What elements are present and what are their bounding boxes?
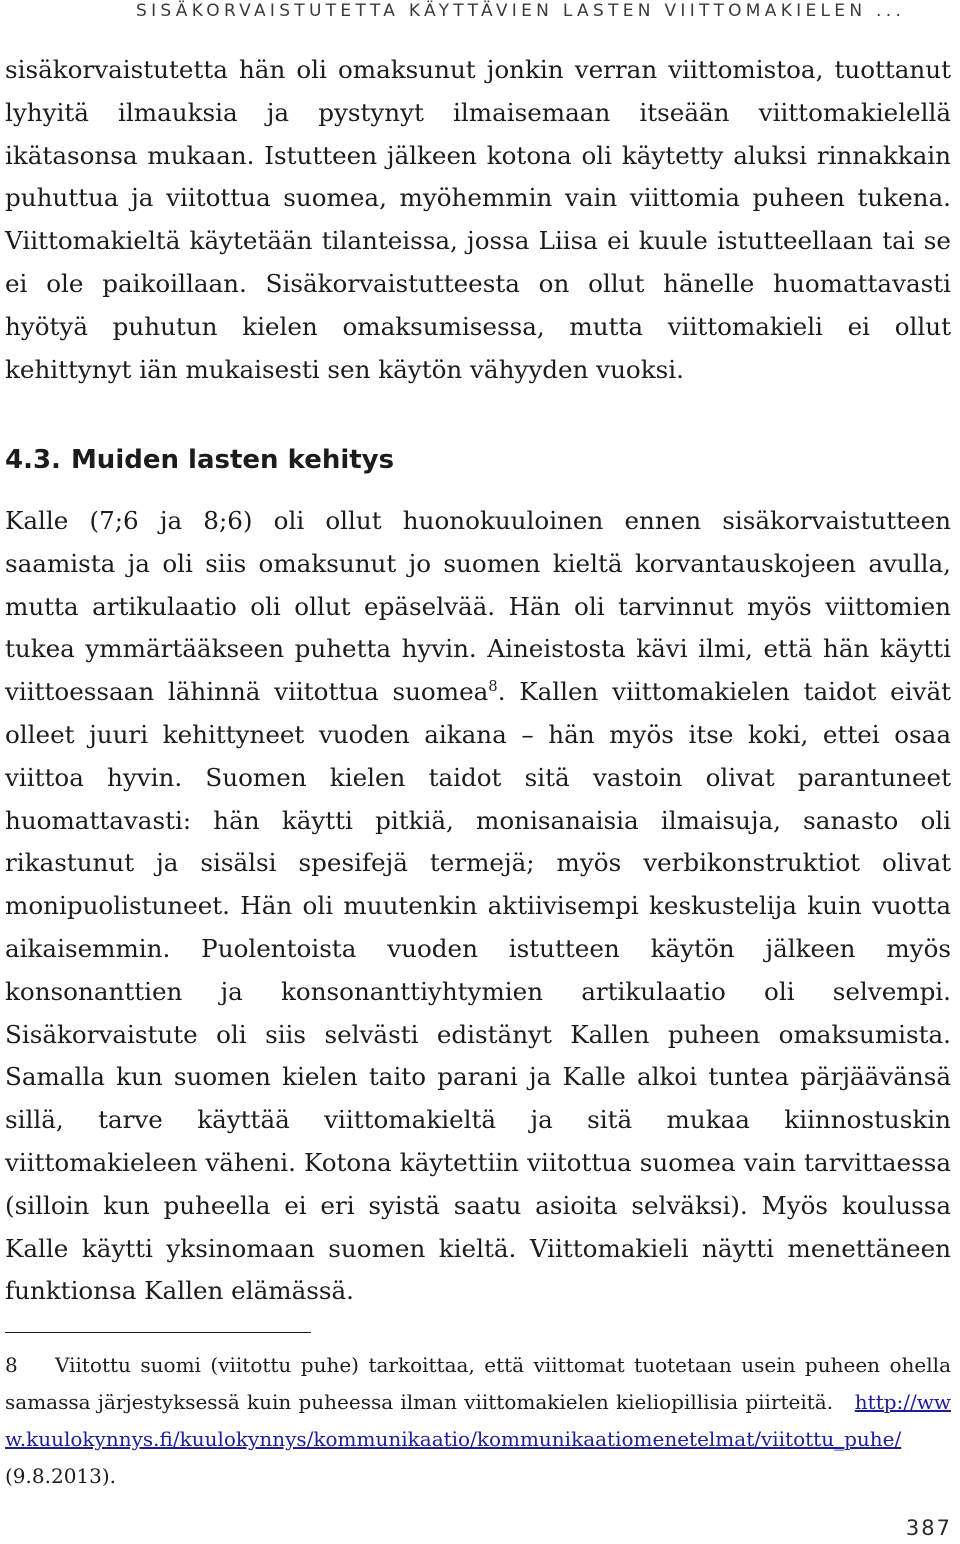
running-header: SISÄKORVAISTUTETTA KÄYTTÄVIEN LASTEN VIITTOMAKIELEN ... <box>136 1 906 21</box>
footnote-link[interactable]: http://www.kuulokynnys.fi/kuulokynnys/kommunikaatio/kommunikaatiomenetelmat/viitottu_puhe/ <box>5 1390 951 1451</box>
section-heading <box>5 440 394 480</box>
footnote <box>5 1347 951 1495</box>
footnote-reference[interactable]: 8 <box>488 678 498 695</box>
footnote-marker: 8 <box>5 1353 18 1377</box>
page-number: 387 <box>905 1516 952 1540</box>
paragraph-text: . Kallen viittomakielen taidot eivät olleet juuri kehittyneet vuoden aikana – hän myös itse koki, ettei osaa viittoa hyvin. Suomen kielen taidot sitä vastoin olivat parantuneet huomattavasti: hän käytti pitkiä, monisanaisia ilmaisuja, sanasto oli rikastunut ja sisälsi spesifejä termejä; myös verbikonstruktiot olivat monipuolistuneet. Hän oli muutenkin aktiivisempi keskustelija kuin vuotta aikaisemmin. Puolentoista vuoden istutteen käytön jälkeen myös konsonanttien ja konsonanttiyhtymien artikulaatio oli selvempi. Sisäkorvaistute oli siis selvästi edistänyt Kallen puheen omaksumista. Samalla kun suomen kielen taito parani ja Kalle alkoi tuntea pärjäävänsä sillä, tarve käyttää viittomakieltä ja sitä mukaa kiinnostuskin viittomakieleen väheni. Kotona käytettiin viitottua suomea vain tarvittaessa (silloin kun puheella ei eri syistä saatu asioita selväksi). Myös koulussa Kalle käytti yksinomaan suomen kieltä. Viittomakieli näytti menettäneen funktionsa Kallen elämässä. <box>5 677 952 1306</box>
section-title: Muiden lasten kehitys <box>70 445 395 475</box>
footnote-text: Viitottu suomi (viitottu puhe) tarkoittaa, että viittomat tuotetaan usein puheen ohella samassa järjestyksessä kuin puheessa ilman viittomakielen kieliopillisia piirteitä. <box>5 1353 951 1414</box>
paragraph-text: Kalle (7;6 ja 8;6) oli ollut huonokuuloinen ennen sisäkorvaistutteen saamista ja oli siis omaksunut jo suomen kieltä korvantauskojeen avulla, mutta artikulaatio oli ollut epäselvää. Hän oli tarvinnut myös viittomien tukea ymmärtääkseen puhetta hyvin. Aineistosta kävi ilmi, että hän käytti viittoessaan lähinnä viitottua suomea <box>5 506 951 707</box>
body-paragraph <box>5 500 951 1313</box>
footnote-date: (9.8.2013). <box>5 1464 117 1488</box>
body-paragraph: sisäkorvaistutetta hän oli omaksunut jonkin verran viittomistoa, tuottanut lyhyitä ilmauksia ja pystynyt ilmaisemaan itseään viittomakielellä ikätasonsa mukaan. Istutteen jälkeen kotona oli käytetty aluksi rinnakkain puhuttua ja viitottua suomea, myöhemmin vain viittomia puheen tukena. Viittomakieltä käytetään tilanteissa, jossa Liisa ei kuule istutteellaan tai se ei ole paikoillaan. Sisäkorvaistutteesta on ollut hänelle huomattavasti hyötyä puhutun kielen omaksumisessa, mutta viittomakieli ei ollut kehittynyt iän mukaisesti sen käytön vähyyden vuoksi. <box>5 55 951 384</box>
footnote-divider <box>5 1332 311 1333</box>
section-number: 4.3. <box>5 445 61 475</box>
